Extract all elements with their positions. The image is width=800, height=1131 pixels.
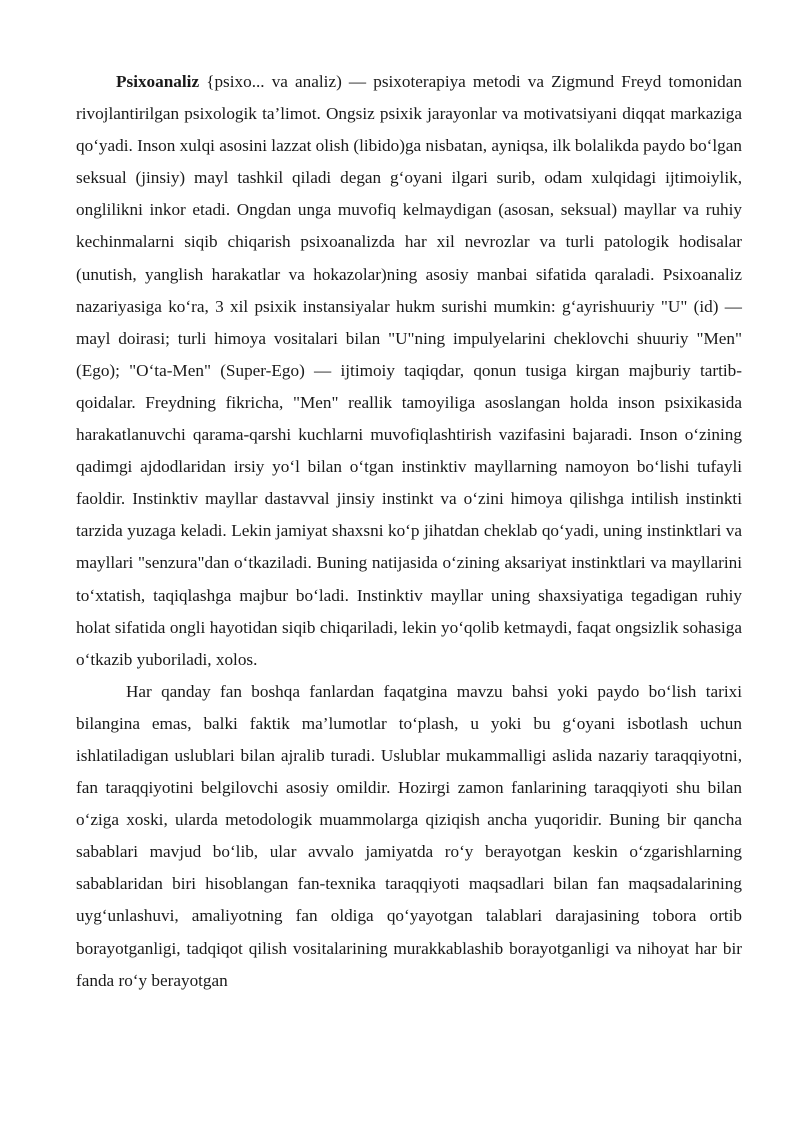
document-page: [76, 66, 742, 997]
paragraph-text: Har qanday fan boshqa fanlardan faqatgina mavzu bahsi yoki paydo bo‘lish tarixi bilangina emas, balki faktik ma’lumotlar to‘plash, u yoki bu g‘oyani isbotlash uchun ishlatiladigan uslublari bilan ajralib turadi. Uslublar mukammalligi aslida nazariy taraqqiyotni, fan taraqqiyotini belgilovchi asosiy omildir. Hozirgi zamon fanlarining taraqqiyoti shu bilan o‘ziga xoski, ularda metodologik muammolarga qiziqish ancha yuqoridir. Buning bir qancha sabablari mavjud bo‘lib, ular avvalo jamiyatda ro‘y berayotgan keskin o‘zgarishlarning sabablaridan biri hisoblangan fan-texnika taraqqiyoti maqsadlari bilan fan maqsadalarining uyg‘unlashuvi, amaliyotning fan oldiga qo‘yayotgan talablari darajasining tobora ortib borayotganligi, tadqiqot qilish vositalarining murakkablashib borayotganligi va nihoyat har bir fanda ro‘y berayotgan: [76, 681, 742, 990]
paragraph-text: {psixo... va analiz) — psixoterapiya metodi va Zigmund Freyd tomonidan rivojlantirilgan psixologik ta’limot. Ongsiz psixik jarayonlar va motivatsiyani diqqat markaziga qo‘yadi. Inson xulqi asosini lazzat olish (libido)ga nisbatan, ayniqsa, ilk bolalikda paydo bo‘lgan seksual (jinsiy) mayl tashkil qiladi degan g‘oyani ilgari surib, odam xulqidagi ijtimoiylik, onglilikni inkor etadi. Ongdan unga muvofiq kelmaydigan (asosan, seksual) mayllar va ruhiy kechinmalarni siqib chiqarish psixoanalizda har xil nevrozlar va turli patologik hodisalar (unutish, yanglish harakatlar va hokazolar)ning asosiy manbai sifatida qaraladi. Psixoanaliz nazariyasiga ko‘ra, 3 xil psixik instansiyalar hukm surishi mumkin: g‘ayrishuuriy "U" (id) — mayl doirasi; turli himoya vositalari bilan "U"ning impulyelarini cheklovchi shuuriy "Men" (Ego); "O‘ta-Men" (Super-Ego) — ijtimoiy taqiqdar, qonun tusiga kirgan majburiy tartib-qoidalar. Freydning fikricha, "Men" reallik tamoyiliga asoslangan holda inson psixikasida harakatlanuvchi qarama-qarshi kuchlarni muvofiqlashtirish vazifasini bajaradi. Inson o‘zining qadimgi ajdodlaridan irsiy yo‘l bilan o‘tgan instinktiv mayllarning namoyon bo‘lishi tufayli faoldir. Instinktiv mayllar dastavval jinsiy instinkt va o‘zini himoya qilishga intilish instinkti tarzida yuzaga keladi. Lekin jamiyat shaxsni ko‘p jihatdan cheklab qo‘yadi, uning instinktlari va mayllari "senzura"dan o‘tkaziladi. Buning natijasida o‘zining aksariyat instinktlari va mayllarini to‘xtatish, taqiqlashga majbur bo‘ladi. Instinktiv mayllar uning shaxsiyatiga tegadigan ruhiy holat sifatida ongli hayotidan siqib chiqariladi, lekin yo‘qolib ketmaydi, faqat ongsizlik sohasiga o‘tkazib yuboriladi, xolos.: [76, 72, 742, 669]
term-heading: Psixoanaliz: [116, 72, 200, 91]
paragraph-methods: [76, 676, 742, 997]
paragraph-psixoanaliz: [76, 66, 742, 676]
